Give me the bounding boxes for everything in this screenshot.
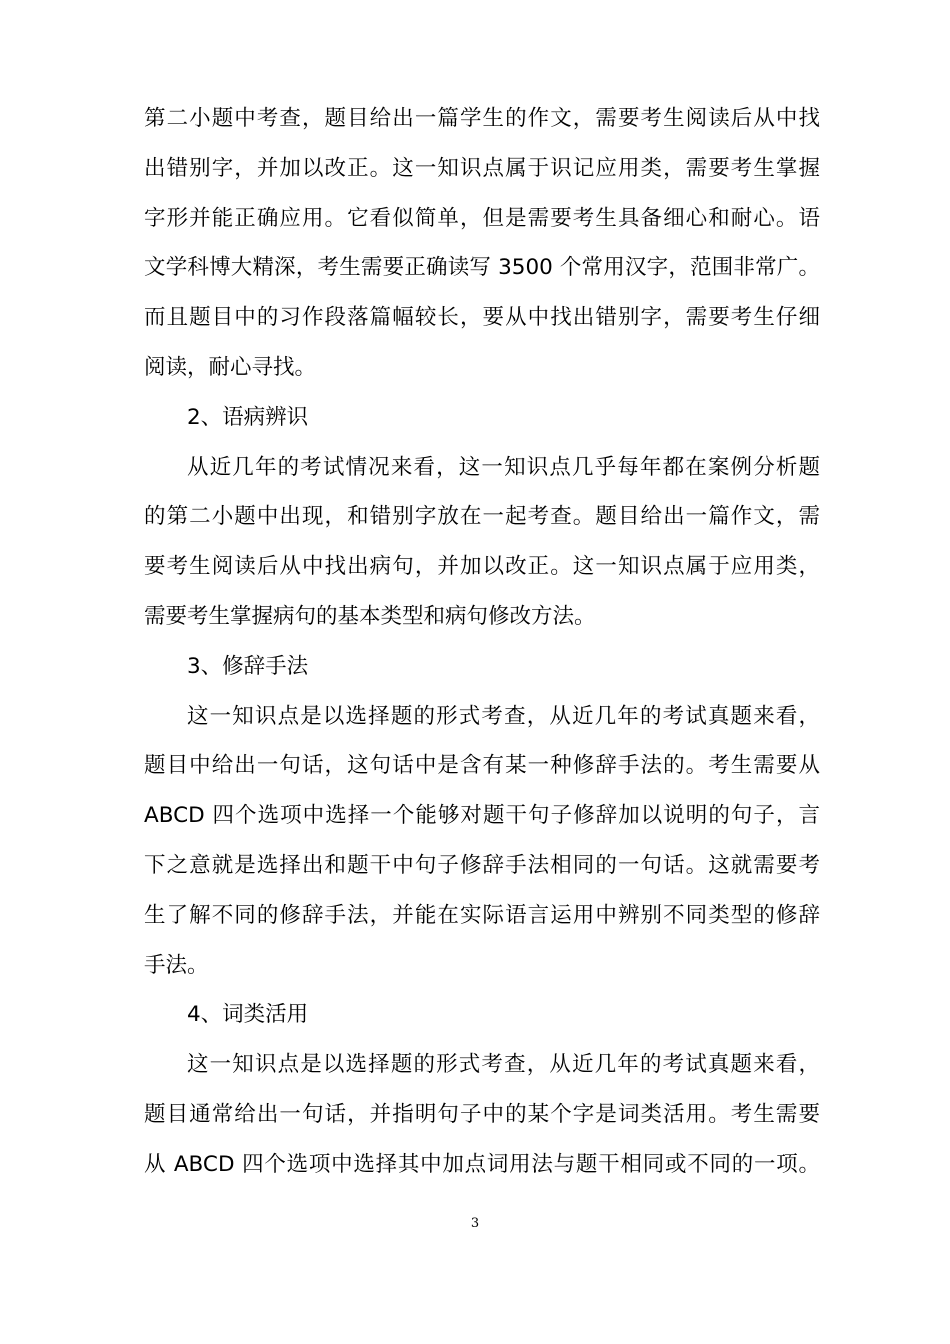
- text-line: 这一知识点是以选择题的形式考查，从近几年的考试真题来看，: [187, 1052, 820, 1078]
- text-line: 而且题目中的习作段落篇幅较长，要从中找出错别字，需要考生仔细: [144, 305, 820, 331]
- text-line: 出错别字，并加以改正。这一知识点属于识记应用类，需要考生掌握: [144, 155, 820, 181]
- text-line: 第二小题中考查，题目给出一篇学生的作文，需要考生阅读后从中找: [144, 106, 820, 131]
- text-line: 题目通常给出一句话，并指明句子中的某个字是词类活用。考生需要: [144, 1101, 820, 1127]
- text-line: 2、语病辨识: [187, 404, 309, 430]
- text-line: 这一知识点是以选择题的形式考查，从近几年的考试真题来看，: [187, 703, 820, 729]
- text-line: 手法。: [144, 952, 209, 978]
- text-line: 文学科博大精深，考生需要正确读写 3500 个常用汉字，范围非常广。: [144, 255, 820, 281]
- text-line: 4、词类活用: [187, 1002, 309, 1028]
- text-line: 题目中给出一句话，这句话中是含有某一种修辞手法的。考生需要从: [144, 753, 820, 779]
- text-line: 从 ABCD 四个选项中选择其中加点词用法与题干相同或不同的一项。: [144, 1151, 820, 1177]
- text-line: 阅读，耐心寻找。: [144, 354, 317, 380]
- document-body: [144, 94, 820, 1190]
- text-line: 的第二小题中出现，和错别字放在一起考查。题目给出一篇作文，需: [144, 504, 820, 530]
- text-line: 生了解不同的修辞手法，并能在实际语言运用中辨别不同类型的修辞: [144, 902, 820, 928]
- text-line: 字形并能正确应用。它看似简单，但是需要考生具备细心和耐心。语: [144, 205, 820, 231]
- text-line: 下之意就是选择出和题干中句子修辞手法相同的一句话。这就需要考: [144, 852, 820, 878]
- text-line: ABCD 四个选项中选择一个能够对题干句子修辞加以说明的句子，言: [144, 803, 820, 829]
- text-line: 需要考生掌握病句的基本类型和病句修改方法。: [144, 603, 596, 629]
- page-number: 3: [470, 1216, 480, 1231]
- text-line: 从近几年的考试情况来看，这一知识点几乎每年都在案例分析题: [187, 454, 820, 480]
- text-line: 3、修辞手法: [187, 653, 309, 679]
- text-line: 要考生阅读后从中找出病句，并加以改正。这一知识点属于应用类，: [144, 554, 820, 580]
